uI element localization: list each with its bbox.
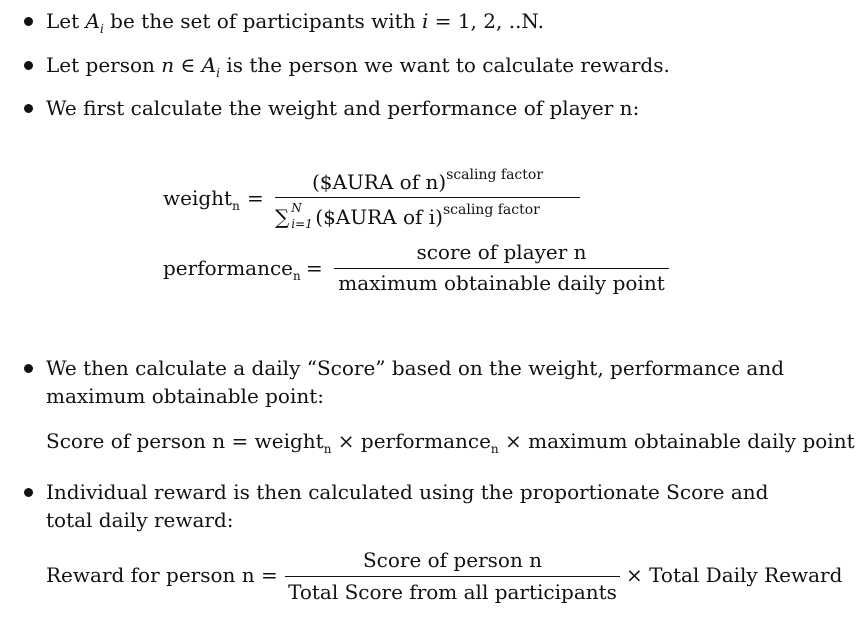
bullet-dot-5 [24,488,33,497]
sum-symbol: ∑ [275,205,290,229]
bullet2-rest: is the person we want to calculate rewards. [219,53,670,77]
bullet1-mid: be the set of participants with [103,9,422,33]
performance-numerator: score of player n [416,240,587,264]
reward-denominator: Total Score from all participants [288,580,617,604]
reward-rhs [626,563,842,587]
performance-subscript: n [293,269,301,283]
weight-numerator [275,167,580,194]
weight-fraction-bar [275,197,580,198]
set-subscript: i [99,22,104,36]
reward-equals: = [261,563,278,587]
bullet-line-5a: Individual reward is then calculated using the proportionate Score and [46,480,769,504]
score-formula [46,429,855,456]
sum-lower-limit: i=1 [291,216,313,231]
sum-upper-limit: N [291,200,302,215]
times-symbol: × [505,429,522,453]
performance-equals: = [306,256,323,280]
set-symbol: A [85,9,100,33]
performance-lhs [163,256,301,283]
score-performance-subscript: n [490,442,499,456]
set-symbol: A [201,53,217,77]
reward-numerator: Score of person n [362,548,543,572]
total-daily-reward: Total Daily Reward [649,563,843,587]
bullet2-prefix: Let person [46,53,162,77]
bullet1-rest: = 1, 2, ..N. [428,9,545,33]
score-weight: weight [254,429,324,453]
score-weight-subscript: n [323,442,332,456]
set-subscript: i [216,66,220,80]
score-max-point: maximum obtainable daily point [528,429,855,453]
bullet-dot-1 [24,17,33,26]
bullet-line-4b: maximum obtainable point: [46,384,325,408]
bullet-dot-3 [24,104,33,113]
reward-label: Reward for person n [46,563,255,587]
performance-fraction-bar [334,268,669,269]
weight-equals: = [247,186,264,210]
reward-fraction-bar [285,576,620,577]
bullet-line-5b: total daily reward: [46,508,234,532]
weight-label: weight [163,186,233,210]
bullet2-var: n [161,53,175,77]
bullet-line-4a: We then calculate a daily “Score” based on the weight, performance and [46,356,785,380]
bullet-line-1 [46,9,545,36]
performance-denominator: maximum obtainable daily point [338,271,665,295]
score-performance: performance [360,429,491,453]
weight-num-exponent: scaling factor [446,167,544,184]
score-equals: = [231,429,249,453]
bullet1-prefix: Let [46,9,86,33]
bullet1-var: i [421,9,429,33]
times-symbol: × [337,429,355,453]
weight-denominator [275,200,540,231]
bullet-line-3: We first calculate the weight and performance of player n: [46,96,640,120]
weight-num-text: ($AURA of n) [311,170,447,194]
weight-subscript: n [232,199,240,213]
times-symbol: × [626,563,643,587]
performance-label: performance [163,256,294,280]
score-lhs: Score of person n [46,429,226,453]
weight-den-exponent: scaling factor [442,202,540,219]
weight-lhs [163,186,240,213]
element-of-symbol: ∈ [174,53,202,77]
bullet-dot-4 [24,364,33,373]
weight-den-text: ($AURA of i) [315,205,443,229]
bullet-dot-2 [24,61,33,70]
reward-lhs [46,563,278,587]
bullet-line-2 [46,53,670,80]
